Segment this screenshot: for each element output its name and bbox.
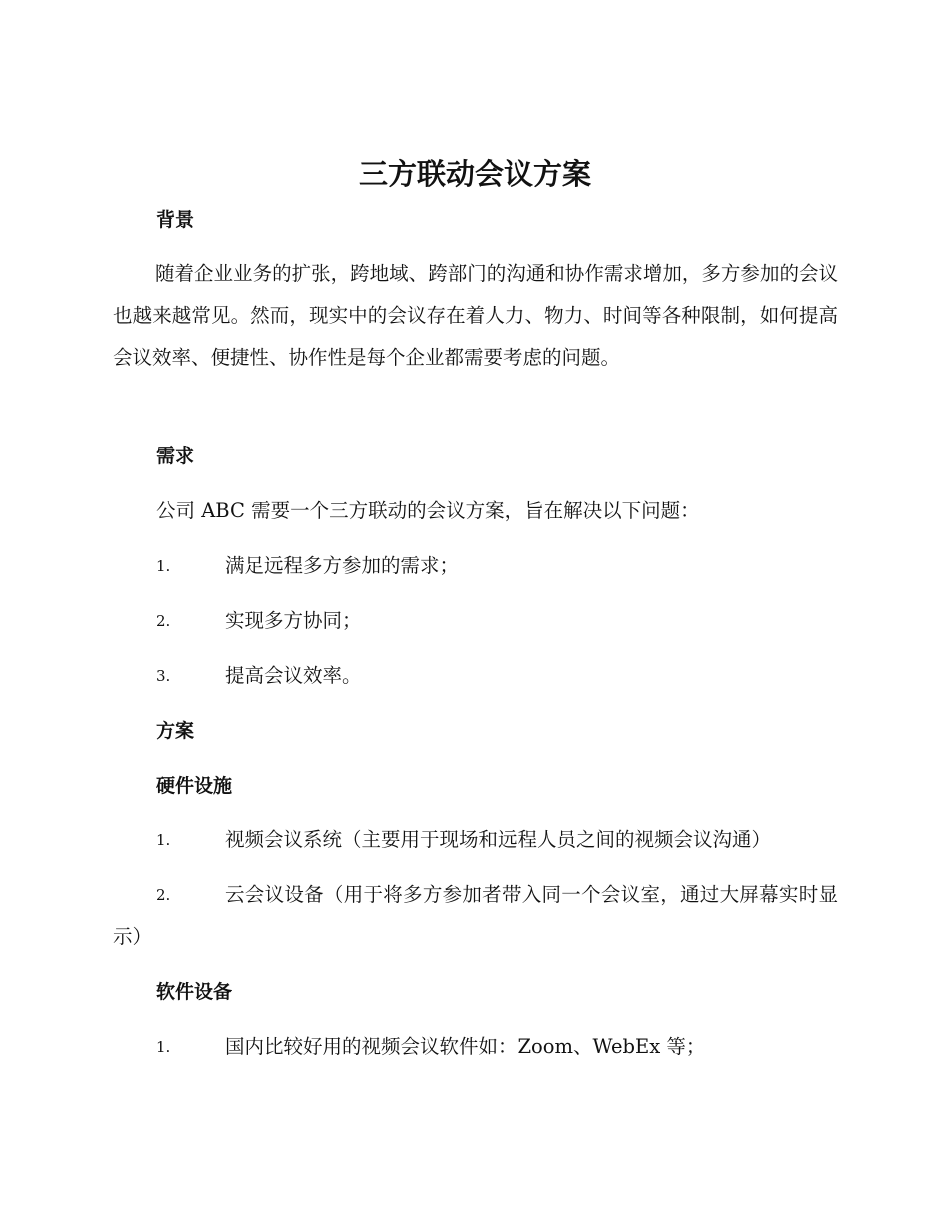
- list-number: 1.: [156, 831, 171, 849]
- list-text: 国内比较好用的视频会议软件如：Zoom、WebEx 等；: [225, 1035, 706, 1058]
- requirements-intro: 公司 ABC 需要一个三方联动的会议方案，旨在解决以下问题：: [156, 499, 700, 522]
- list-item: [113, 1026, 838, 1068]
- section-heading-solution: 方案: [156, 720, 195, 742]
- list-number: 1.: [156, 557, 171, 575]
- list-item: [113, 655, 838, 697]
- subsection-heading-software: 软件设备: [156, 981, 233, 1003]
- list-text: 满足远程多方参加的需求；: [225, 554, 460, 577]
- background-paragraph: 随着企业业务的扩张，跨地域、跨部门的沟通和协作需求增加，多方参加的会议也越来越常见。然而，现实中的会议存在着人力、物力、时间等各种限制，如何提高会议效率、便捷性、协作性是每个企业都需要考虑的问题。: [113, 262, 838, 369]
- list-text: 云会议设备（用于将多方参加者带入同一个会议室，通过大屏幕实时显示）: [113, 883, 838, 948]
- section-heading-background: 背景: [156, 209, 195, 231]
- list-number: 2.: [156, 612, 171, 630]
- section-heading-requirements: 需求: [156, 445, 195, 467]
- list-item: [113, 819, 838, 861]
- list-item: [113, 600, 838, 642]
- list-text: 视频会议系统（主要用于现场和远程人员之间的视频会议沟通）: [225, 828, 772, 851]
- list-text: 实现多方协同；: [225, 609, 362, 632]
- list-item: [113, 545, 838, 587]
- list-number: 2.: [156, 886, 171, 904]
- list-number: 1.: [156, 1038, 171, 1056]
- document-title: 三方联动会议方案: [358, 157, 591, 191]
- list-item: [113, 874, 838, 958]
- list-number: 3.: [156, 667, 171, 685]
- list-text: 提高会议效率。: [225, 664, 362, 687]
- subsection-heading-hardware: 硬件设施: [156, 775, 233, 797]
